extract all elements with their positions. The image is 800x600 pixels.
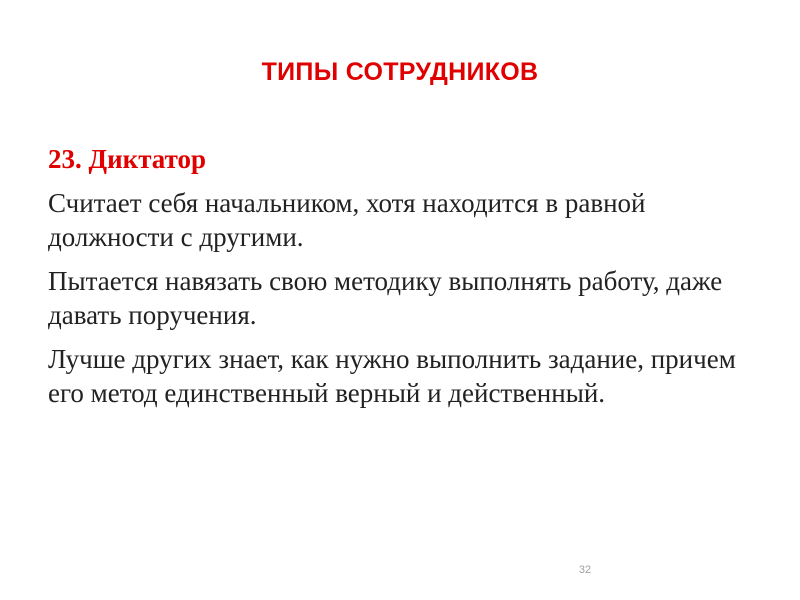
page-number: 32	[578, 564, 592, 576]
paragraph-2: Пытается навязать свою методику выполнять работу, даже давать поручения.	[48, 266, 723, 330]
section-heading: 23. Диктатор	[48, 144, 207, 174]
paragraph-1: Считает себя начальником, хотя находится в равной должности с другими.	[48, 188, 646, 252]
paragraph-3: Лучше других знает, как нужно выполнить задание, причем его метод единственный верный и действенный.	[48, 344, 736, 408]
slide-title: ТИПЫ СОТРУДНИКОВ	[261, 58, 539, 86]
slide-content	[48, 142, 768, 420]
